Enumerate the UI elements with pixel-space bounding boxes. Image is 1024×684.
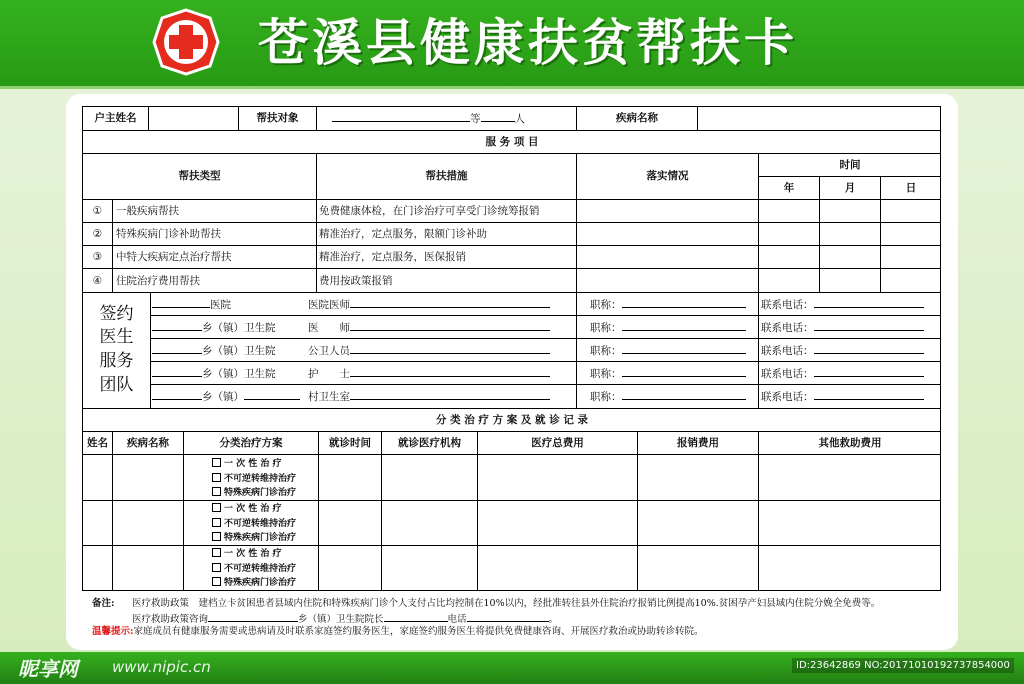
col-status: 落实情况 [646, 170, 689, 182]
plan-option: 不可逆转维持治疗 [212, 518, 296, 530]
title-field: 职称： [590, 389, 746, 404]
tip-line: 温馨提示:家庭成员有健康服务需要或患病请及时联系家庭签约服务医生，家庭签约服务医生将提供免费健康咨询、开展医疗救治或协助转诊转院。 [92, 626, 704, 637]
item-num: ④ [92, 275, 103, 287]
rec-col-plan: 分类治疗方案 [219, 437, 283, 449]
rec-col-other: 其他救助费用 [818, 437, 882, 449]
rec-col-total: 医疗总费用 [531, 437, 584, 449]
plan-option: 不可逆转维持治疗 [212, 563, 296, 575]
plan-option: 一 次 性 治 疗 [212, 503, 282, 515]
checkbox-icon [212, 473, 221, 482]
item-type: 一般疾病帮扶 [116, 205, 179, 217]
team-label-2: 医生 [99, 327, 134, 347]
target-label: 帮扶对象 [256, 112, 299, 124]
team-row: 乡（镇） [152, 389, 300, 404]
title-field: 职称： [590, 343, 746, 358]
plan-option: 不可逆转维持治疗 [212, 473, 296, 485]
col-type: 帮扶类型 [178, 170, 221, 182]
rec-col-reimbursed: 报销费用 [677, 437, 719, 449]
target-count: 等 人 [332, 111, 525, 126]
notes-label: 备注: [92, 598, 115, 609]
item-measure: 免费健康体检，在门诊治疗可享受门诊统筹报销 [319, 205, 540, 217]
checkbox-icon [212, 503, 221, 512]
title-field: 职称： [590, 320, 746, 335]
records-title: 分 类 治 疗 方 案 及 就 诊 记 录 [435, 414, 589, 426]
checkbox-icon [212, 548, 221, 557]
rec-col-name: 姓名 [87, 437, 108, 449]
phone-field: 联系电话： [761, 366, 924, 381]
item-measure: 精准治疗，定点服务，限额门诊补助 [319, 228, 487, 240]
col-day: 日 [905, 182, 917, 194]
phone-field: 联系电话： [761, 389, 924, 404]
rec-col-institution: 就诊医疗机构 [398, 437, 461, 449]
watermark-url: www.nipic.cn [112, 658, 211, 676]
team-row: 乡（镇）卫生院 [152, 343, 276, 358]
phone-field: 联系电话： [761, 320, 924, 335]
item-num: ③ [92, 251, 103, 263]
watermark-id: ID:23642869 NO:20171010192737854000 [792, 658, 1014, 673]
team-role: 护 士 [308, 366, 550, 381]
service-title: 服 务 项 目 [485, 136, 539, 148]
checkbox-icon [212, 563, 221, 572]
page-title: 苍溪县健康扶贫帮扶卡 [258, 14, 798, 72]
item-num: ② [92, 228, 103, 240]
title-field: 职称： [590, 366, 746, 381]
notes-line1: 医疗救助政策 建档立卡贫困患者县域内住院和特殊疾病门诊个人支付占比均控制在10%以内，经批准转往县外住院治疗报销比例提高10%.贫困孕产妇县域内住院分娩全免费等。 [132, 598, 881, 609]
team-role: 公卫人员 [308, 343, 550, 358]
checkbox-icon [212, 458, 221, 467]
team-row: 乡（镇）卫生院 [152, 320, 276, 335]
item-num: ① [92, 205, 103, 217]
team-role: 医 师 [308, 320, 550, 335]
checkbox-icon [212, 577, 221, 586]
team-role: 村卫生室 [308, 389, 550, 404]
disease-label: 疾病名称 [616, 112, 658, 124]
team-label-4: 团队 [99, 375, 134, 395]
phone-field: 联系电话： [761, 343, 924, 358]
phone-field: 联系电话： [761, 297, 924, 312]
notes-line2: 医疗救助政策咨询 乡（镇）卫生院院长 电话 。 [132, 611, 558, 626]
householder-name-label: 户主姓名 [94, 112, 137, 124]
col-time: 时间 [839, 159, 861, 171]
team-row: 乡（镇）卫生院 [152, 366, 276, 381]
rec-col-time: 就诊时间 [329, 437, 371, 449]
item-measure: 精准治疗，定点服务，医保报销 [319, 251, 466, 263]
checkbox-icon [212, 532, 221, 541]
item-measure: 费用按政策报销 [319, 275, 393, 287]
plan-option: 特殊疾病门诊治疗 [212, 532, 296, 544]
team-row: 医院 [152, 297, 231, 312]
plan-option: 特殊疾病门诊治疗 [212, 577, 296, 589]
col-year: 年 [783, 182, 795, 194]
item-type: 住院治疗费用帮扶 [116, 275, 200, 287]
team-label-3: 服务 [99, 351, 134, 371]
watermark-logo: 昵享网 [18, 657, 78, 681]
col-month: 月 [844, 182, 856, 194]
col-measure: 帮扶措施 [425, 170, 468, 182]
checkbox-icon [212, 518, 221, 527]
team-label-1: 签约 [99, 304, 134, 324]
checkbox-icon [212, 487, 221, 496]
title-field: 职称： [590, 297, 746, 312]
item-type: 中特大疾病定点治疗帮扶 [116, 251, 232, 263]
plan-option: 一 次 性 治 疗 [212, 548, 282, 560]
plan-option: 一 次 性 治 疗 [212, 458, 282, 470]
team-role: 医院医师 [308, 297, 550, 312]
plan-option: 特殊疾病门诊治疗 [212, 487, 296, 499]
item-type: 特殊疾病门诊补助帮扶 [116, 228, 221, 240]
rec-col-disease: 疾病名称 [127, 437, 169, 449]
